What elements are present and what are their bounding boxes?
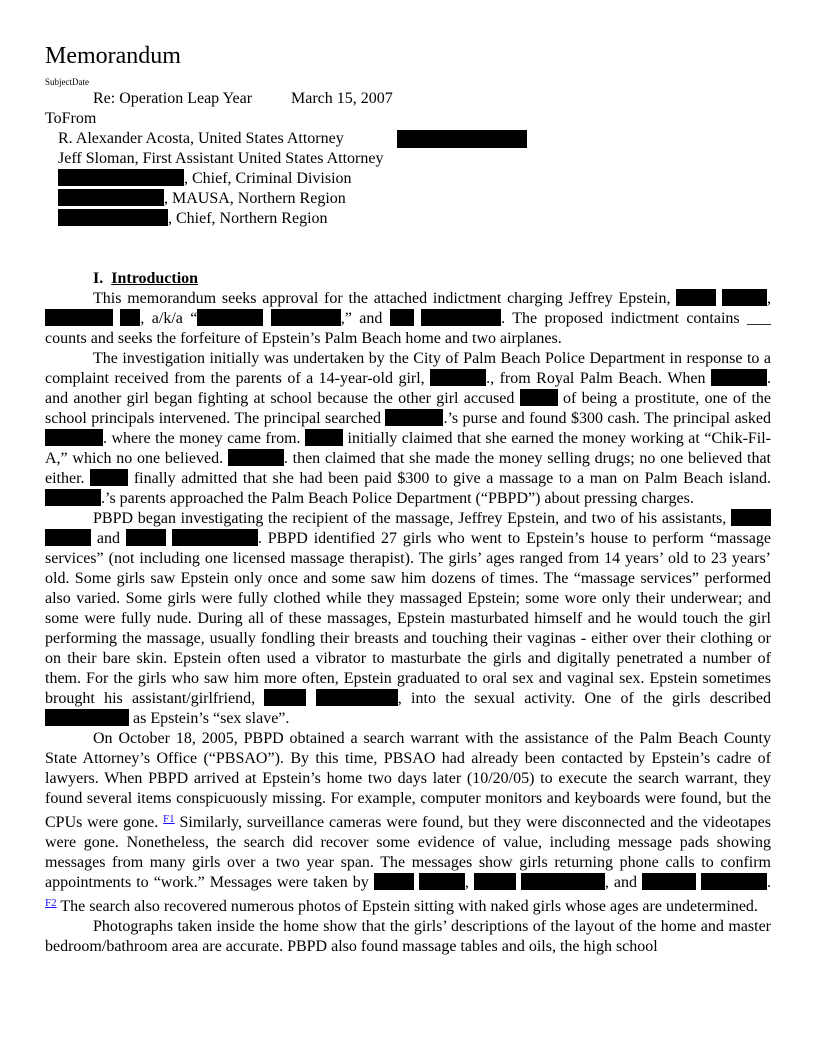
redaction bbox=[45, 529, 91, 546]
paragraph-text: of being a prostitute, one of the school principals intervened. The principal searched bbox=[45, 390, 772, 427]
redaction bbox=[228, 449, 284, 466]
redaction bbox=[731, 509, 771, 526]
redaction bbox=[701, 873, 767, 890]
paragraph-text bbox=[414, 310, 421, 327]
paragraph-text: , and bbox=[604, 874, 642, 891]
recipient-sloman: Jeff Sloman, First Assistant United States Attorney bbox=[58, 150, 384, 167]
redaction bbox=[172, 529, 258, 546]
redaction bbox=[45, 709, 129, 726]
recipient-title: , Chief, Northern Region bbox=[168, 210, 328, 227]
recipient-acosta: R. Alexander Acosta, United States Attorney bbox=[58, 130, 344, 147]
paragraph-text: , into the sexual activity. One of the girls described bbox=[397, 690, 772, 707]
redaction-from bbox=[397, 130, 527, 148]
paragraph-text: The search also recovered numerous photos of Epstein sitting with naked girls whose ages are undetermined. bbox=[56, 898, 758, 915]
section-heading bbox=[45, 269, 771, 289]
memo-title: Memorandum bbox=[45, 43, 181, 69]
redaction bbox=[90, 469, 128, 486]
paragraph-text: as Epstein’s “sex slave”. bbox=[129, 710, 290, 727]
redaction bbox=[385, 409, 443, 426]
paragraph-text: , bbox=[464, 874, 474, 891]
redaction bbox=[58, 209, 168, 226]
redaction bbox=[316, 689, 398, 706]
redaction bbox=[430, 369, 486, 386]
paragraph-text: , a/k/a “ bbox=[140, 310, 198, 327]
section-title: Introduction bbox=[111, 270, 199, 287]
redaction bbox=[197, 309, 263, 326]
paragraph bbox=[45, 917, 771, 957]
subject-date-label: SubjectDate bbox=[45, 77, 89, 87]
memo-body bbox=[45, 269, 771, 957]
redaction bbox=[271, 309, 341, 326]
redaction bbox=[305, 429, 343, 446]
redaction bbox=[45, 489, 101, 506]
paragraph bbox=[45, 729, 771, 917]
recipient-title: , Chief, Criminal Division bbox=[184, 170, 352, 187]
redaction bbox=[474, 873, 516, 890]
paragraph-text: .’s parents approached the Palm Beach Police Department (“PBPD”) about pressing charges. bbox=[101, 490, 694, 507]
paragraph-text: .’s purse and found $300 cash. The principal asked bbox=[443, 410, 771, 427]
redaction bbox=[126, 529, 166, 546]
paragraph-text bbox=[263, 310, 270, 327]
paragraph-text: . where the money came from. bbox=[103, 430, 306, 447]
recipient-title: , MAUSA, Northern Region bbox=[164, 190, 346, 207]
redaction bbox=[58, 169, 184, 186]
paragraph-text: This memorandum seeks approval for the attached indictment charging Jeffrey Epstein, bbox=[93, 290, 677, 307]
redaction bbox=[390, 309, 414, 326]
redaction bbox=[120, 309, 140, 326]
paragraph-text: . then claimed that she made the money selling drugs; no one believed that either. bbox=[45, 450, 771, 487]
redaction bbox=[722, 289, 767, 306]
redaction bbox=[642, 873, 696, 890]
paragraph-text: PBPD began investigating the recipient of the massage, Jeffrey Epstein, and two of his assistants, bbox=[93, 510, 731, 527]
paragraph-text: and bbox=[91, 530, 126, 547]
paragraphs bbox=[45, 289, 771, 957]
redaction bbox=[711, 369, 767, 386]
paragraph-text: Photographs taken inside the home show that the girls’ descriptions of the layout of the home and master bedroom/bathroom area are accurate. PBPD also found massage tables and oils, the high school bbox=[45, 918, 771, 955]
paragraph-text: . The proposed indictment contains ___ counts and seeks the forfeiture of Epstein’s Palm Beach home and two airplanes. bbox=[45, 310, 772, 347]
section-number: I. bbox=[93, 270, 104, 287]
to-from-label: ToFrom bbox=[45, 110, 97, 127]
recipient-chief-criminal bbox=[58, 169, 352, 189]
memo-date: March 15, 2007 bbox=[291, 90, 393, 107]
paragraph-text: . and another girl began fighting at school because the other girl accused bbox=[45, 370, 771, 407]
footnote-link-f2[interactable]: F2 bbox=[45, 897, 57, 909]
paragraph-text: The investigation initially was undertaken by the City of Palm Beach Police Department in response to a complaint received from the parents of a 14-year-old girl, bbox=[45, 350, 771, 387]
paragraph-text bbox=[113, 310, 120, 327]
paragraph-text: , bbox=[767, 290, 771, 307]
redaction bbox=[421, 309, 501, 326]
paragraph-text: ., from Royal Palm Beach. When bbox=[486, 370, 711, 387]
footnote-link-f1[interactable]: F1 bbox=[163, 813, 175, 825]
paragraph bbox=[45, 289, 771, 349]
redaction bbox=[521, 873, 605, 890]
redaction bbox=[374, 873, 414, 890]
redaction bbox=[676, 289, 716, 306]
redaction bbox=[45, 429, 103, 446]
redaction bbox=[45, 309, 113, 326]
paragraph-text: initially claimed that she earned the money working at “Chik-Fil-A,” which no one believed. bbox=[45, 430, 772, 467]
subject: Re: Operation Leap Year bbox=[93, 90, 253, 107]
recipient-mausa bbox=[58, 189, 346, 209]
paragraph bbox=[45, 349, 771, 509]
recipient-chief-northern bbox=[58, 209, 328, 229]
paragraph-text: On October 18, 2005, PBPD obtained a search warrant with the assistance of the Palm Beach County State Attorney’s Office (“PBSAO”). By this time, PBSAO had already been contacted by Epstein’s cadre of lawyers. When PBPD arrived at Epstein’s home two days later (10/20/05) to execute the search warrant, they found several items conspicuously missing. For example, computer monitors and keyboards were found, but the CPUs were gone. bbox=[45, 730, 771, 831]
paragraph bbox=[45, 509, 771, 729]
paragraph-text: . PBPD identified 27 girls who went to Epstein’s house to perform “massage services” (not including one licensed massage therapist). The girls’ ages ranged from 14 years’ old to 23 years’ old. Some girls saw Epstein only once and some saw him dozens of times. The “massage services” performed also varied. Some girls were fully clothed while they massaged Epstein; some wore only their underwear; and some were fully nude. During all of these massages, Epstein masturbated himself and he would touch the girl performing the massage, usually fondling their breasts and touching their vaginas - either over their clothing or on their bare skin. Epstein often used a vibrator to masturbate the girls and digitally penetrated a number of them. For the girls who saw him more often, Epstein graduated to oral sex and vaginal sex. Epstein sometimes brought his assistant/girlfriend, bbox=[45, 530, 772, 707]
paragraph-text: ,” and bbox=[340, 310, 390, 327]
redaction bbox=[419, 873, 465, 890]
paragraph-text: Similarly, surveillance cameras were found, but they were disconnected and the videotapes were gone. Nonetheless, the search did recover some evidence of value, including message pads showing messages from many girls over a two year span. The messages show girls returning phone calls to confirm appointments to “work.” Messages were taken by bbox=[45, 814, 771, 891]
redaction bbox=[264, 689, 306, 706]
paragraph-text: . bbox=[767, 874, 771, 891]
redaction bbox=[520, 389, 558, 406]
paragraph-text: finally admitted that she had been paid $300 to give a massage to a man on Palm Beach island. bbox=[128, 470, 771, 487]
paragraph-text bbox=[306, 690, 315, 707]
redaction bbox=[58, 189, 164, 206]
